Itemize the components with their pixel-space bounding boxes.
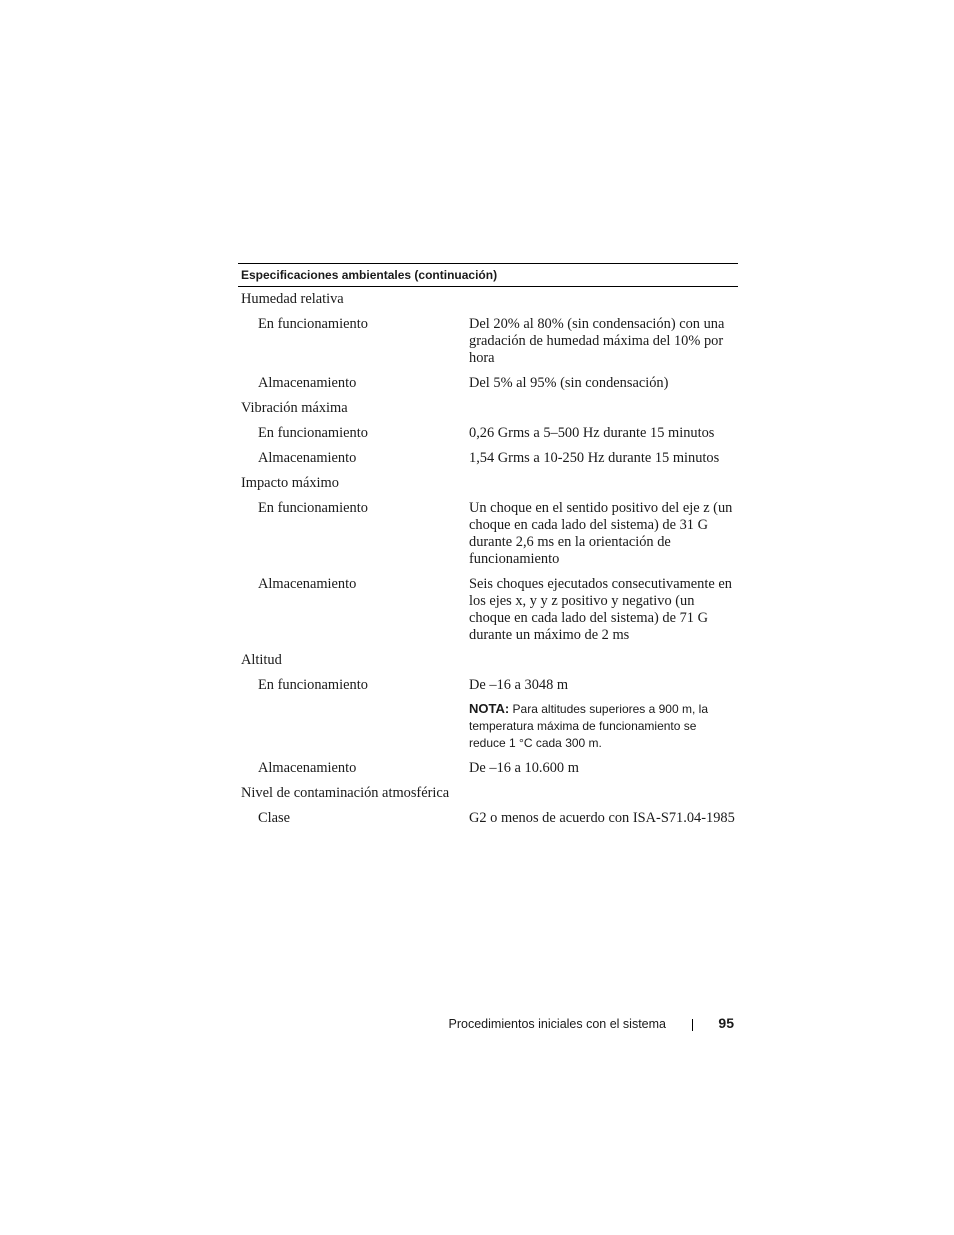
row-label: En funcionamiento [258,316,368,332]
row-value: Del 5% al 95% (sin condensación) [469,375,669,391]
row-value: Del 20% al 80% (sin condensación) con una gradación de humedad máxima del 10% por hora [469,316,725,366]
category-impacto: Impacto máximo [241,475,339,491]
row-value: Seis choques ejecutados consecutivamente en los ejes x, y y z positivo y negativo (un choque en cada lado del sistema) de 71 G durante un máximo de 2 ms [469,576,732,643]
footer-divider [692,1019,693,1031]
table-row [238,806,738,831]
row-label: Almacenamiento [258,576,357,592]
category-humedad: Humedad relativa [241,291,344,307]
row-label: Almacenamiento [258,375,357,391]
footer-section-title: Procedimientos iniciales con el sistema [448,1017,666,1031]
row-value: 1,54 Grms a 10-250 Hz durante 15 minutos [469,450,720,466]
table-row [238,446,738,471]
category-altitud: Altitud [241,652,282,668]
spec-table [238,263,738,831]
table-row [238,312,738,371]
table-row [238,421,738,446]
category-vibracion: Vibración máxima [241,400,348,416]
row-label: Clase [258,810,290,826]
row-value: De –16 a 10.600 m [469,760,579,776]
table-row [238,496,738,572]
page-footer [0,1014,954,1034]
table-body [238,287,738,831]
row-value: G2 o menos de acuerdo con ISA-S71.04-1985 [469,810,735,826]
category-contaminacion: Nivel de contaminación atmosférica [241,785,450,801]
table-row [238,673,738,756]
row-value: Un choque en el sentido positivo del eje z (un choque en cada lado del sistema) de 31 G durante 2,6 ms en la orientación de funcionamiento [469,500,733,567]
note-label: NOTA: [469,701,510,716]
note-text: Para altitudes superiores a 900 m, la temperatura máxima de funcionamiento se reduce 1 °C cada 300 m. [469,702,708,750]
table-row [238,371,738,396]
note [469,700,735,752]
row-label: En funcionamiento [258,500,368,516]
row-label: En funcionamiento [258,425,368,441]
row-label: En funcionamiento [258,677,368,693]
table-row [238,756,738,781]
row-label: Almacenamiento [258,760,357,776]
table-row [238,572,738,648]
table-title: Especificaciones ambientales (continuación) [238,263,738,287]
page-number: 95 [718,1015,734,1031]
row-value-group [452,677,735,752]
row-value: De –16 a 3048 m [469,677,569,693]
row-label: Almacenamiento [258,450,357,466]
row-value: 0,26 Grms a 5–500 Hz durante 15 minutos [469,425,715,441]
